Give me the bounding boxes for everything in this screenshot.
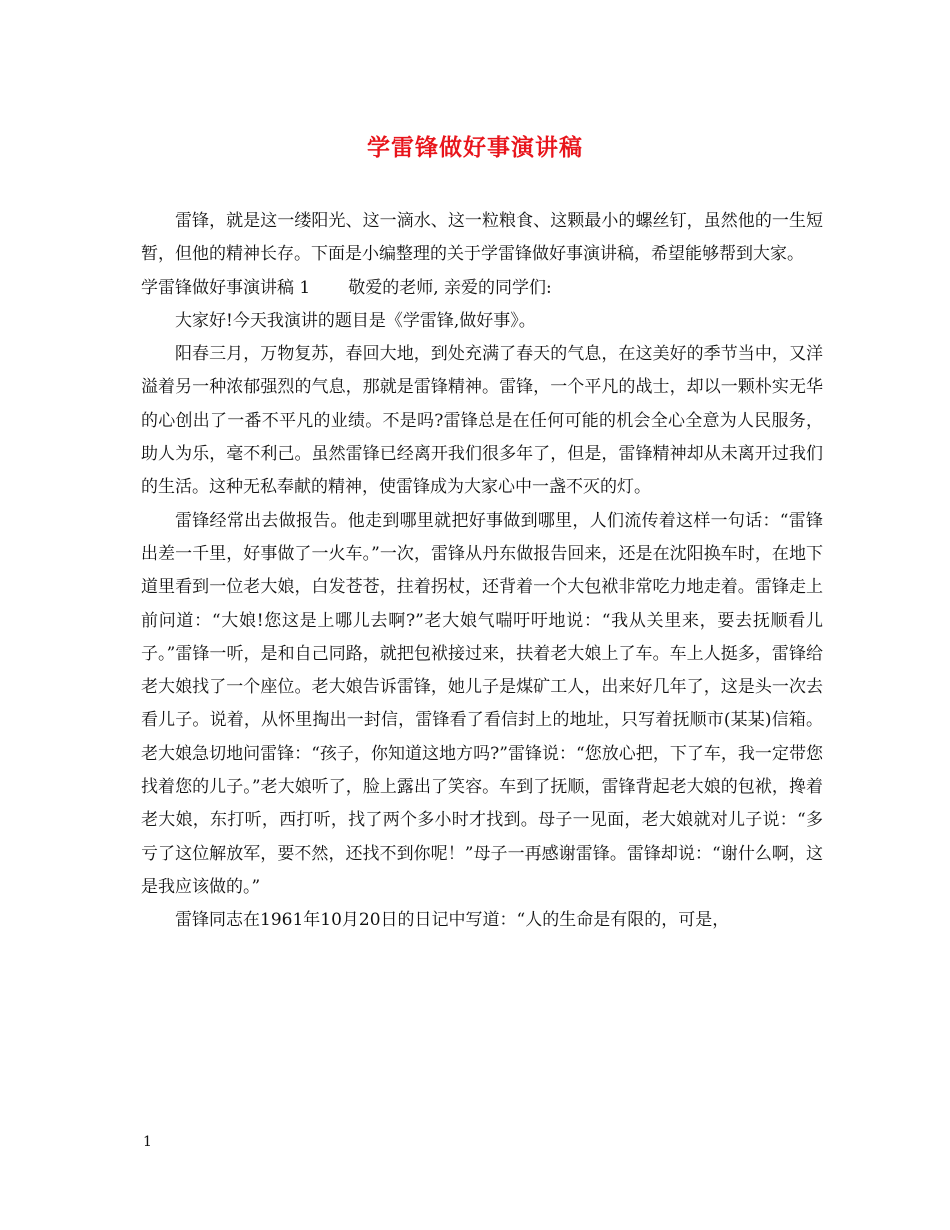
- paragraph-greeting: 大家好!今天我演讲的题目是《学雷锋,做好事》。: [175, 310, 536, 331]
- page-title: 学雷锋做好事演讲稿: [367, 134, 583, 161]
- paragraph-diary: 雷锋同志在1961年10月20日的日记中写道：“人的生命是有限的，可是，: [175, 910, 730, 931]
- document-body: [141, 205, 823, 938]
- salutation: 敬爱的老师, 亲爱的同学们:: [348, 277, 552, 298]
- page-number: 1: [143, 1134, 152, 1150]
- intro-paragraph: 雷锋，就是这一缕阳光、这一滴水、这一粒粮食、这颗最小的螺丝钉，虽然他的一生短暂，但他的精神长存。下面是小编整理的关于学雷锋做好事演讲稿，希望能够帮到大家。: [141, 211, 823, 265]
- section-heading-line: [141, 272, 823, 305]
- section-heading: 学雷锋做好事演讲稿 1: [141, 277, 311, 298]
- paragraph-spring: 阳春三月，万物复苏，春回大地，到处充满了春天的气息，在这美好的季节当中，又洋溢着另一种浓郁强烈的气息，那就是雷锋精神。雷锋，一个平凡的战士，却以一颗朴实无华的心创出了一番不平凡的业绩。不是吗?雷锋总是在任何可能的机会全心全意为人民服务，助人为乐，毫不利己。虽然雷锋已经离开我们很多年了，但是，雷锋精神却从未离开过我们的生活。这种无私奉献的精神，使雷锋成为大家心中一盏不灭的灯。: [141, 344, 823, 498]
- paragraph-story: 雷锋经常出去做报告。他走到哪里就把好事做到哪里，人们流传着这样一句话：“雷锋出差一千里，好事做了一火车。”一次，雷锋从丹东做报告回来，还是在沈阳换车时，在地下道里看到一位老大娘，白发苍苍，拄着拐杖，还背着一个大包袱非常吃力地走着。雷锋走上前问道：“大娘!您这是上哪儿去啊?”老大娘气喘吁吁地说：“我从关里来，要去抚顺看儿子。”雷锋一听，是和自己同路，就把包袱接过来，扶着老大娘上了车。车上人挺多，雷锋给老大娘找了一个座位。老大娘告诉雷锋，她儿子是煤矿工人，出来好几年了，这是头一次去看儿子。说着，从怀里掏出一封信，雷锋看了看信封上的地址，只写着抚顺市(某某)信箱。老大娘急切地问雷锋：“孩子，你知道这地方吗?”雷锋说：“您放心把，下了车，我一定带您找着您的儿子。”老大娘听了，脸上露出了笑容。车到了抚顺，雷锋背起老大娘的包袱，搀着老大娘，东打听，西打听，找了两个多小时才找到。母子一见面，老大娘就对儿子说：“多亏了这位解放军，要不然，还找不到你呢！”母子一再感谢雷锋。雷锋却说：“谢什么啊，这是我应该做的。”: [141, 510, 823, 897]
